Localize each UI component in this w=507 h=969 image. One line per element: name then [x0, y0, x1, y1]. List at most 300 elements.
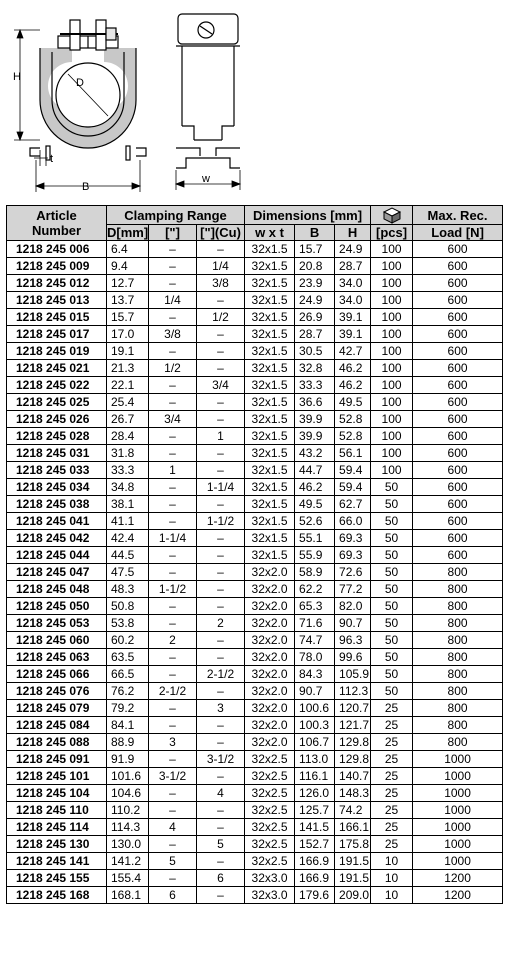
pcs-cell: 50 — [371, 649, 413, 666]
b-cell: 44.7 — [295, 462, 335, 479]
d-mm-cell: 114.3 — [107, 819, 149, 836]
wxt-cell: 32x3.0 — [245, 870, 295, 887]
inch-cu-cell: 3/4 — [197, 377, 245, 394]
h-cell: 46.2 — [335, 360, 371, 377]
load-cell: 600 — [413, 496, 503, 513]
pcs-cell: 50 — [371, 513, 413, 530]
d-mm-cell: 110.2 — [107, 802, 149, 819]
inch-cu-cell: – — [197, 547, 245, 564]
article-header-line2: Number — [31, 223, 82, 238]
h-cell: 49.5 — [335, 394, 371, 411]
table-row — [7, 683, 503, 700]
wxt-cell: 32x1.5 — [245, 530, 295, 547]
wxt-cell: 32x1.5 — [245, 258, 295, 275]
d-mm-cell: 48.3 — [107, 581, 149, 598]
load-cell: 1000 — [413, 751, 503, 768]
h-cell: 120.7 — [335, 700, 371, 717]
inch-cell: – — [149, 564, 197, 581]
pcs-cell: 25 — [371, 700, 413, 717]
wxt-cell: 32x3.0 — [245, 887, 295, 904]
article-cell: 1218 245 104 — [7, 785, 107, 802]
h-cell: 209.0 — [335, 887, 371, 904]
inch-cell: – — [149, 377, 197, 394]
table-row — [7, 479, 503, 496]
inch-cu-cell: – — [197, 530, 245, 547]
b-cell: 15.7 — [295, 241, 335, 258]
d-mm-cell: 44.5 — [107, 547, 149, 564]
h-header: H — [335, 225, 371, 241]
b-cell: 179.6 — [295, 887, 335, 904]
wxt-cell: 32x1.5 — [245, 513, 295, 530]
wxt-cell: 32x1.5 — [245, 428, 295, 445]
load-cell: 1000 — [413, 819, 503, 836]
article-cell: 1218 245 076 — [7, 683, 107, 700]
inch-cu-cell: – — [197, 598, 245, 615]
d-mm-cell: 13.7 — [107, 292, 149, 309]
wxt-cell: 32x1.5 — [245, 292, 295, 309]
wxt-cell: 32x2.0 — [245, 649, 295, 666]
wxt-cell: 32x1.5 — [245, 377, 295, 394]
wxt-cell: 32x2.0 — [245, 564, 295, 581]
wxt-cell: 32x2.0 — [245, 666, 295, 683]
wxt-cell: 32x1.5 — [245, 275, 295, 292]
pcs-cell: 100 — [371, 462, 413, 479]
inch-cu-cell: 2 — [197, 615, 245, 632]
d-mm-cell: 66.5 — [107, 666, 149, 683]
article-cell: 1218 245 017 — [7, 326, 107, 343]
inch-cell: 4 — [149, 819, 197, 836]
table-row — [7, 275, 503, 292]
article-cell: 1218 245 028 — [7, 428, 107, 445]
b-cell: 62.2 — [295, 581, 335, 598]
table-row — [7, 717, 503, 734]
d-mm-cell: 22.1 — [107, 377, 149, 394]
pcs-cell: 25 — [371, 819, 413, 836]
d-mm-cell: 17.0 — [107, 326, 149, 343]
load-cell: 800 — [413, 717, 503, 734]
inch-cu-cell: – — [197, 462, 245, 479]
b-cell: 78.0 — [295, 649, 335, 666]
wxt-cell: 32x2.5 — [245, 853, 295, 870]
table-row — [7, 887, 503, 904]
b-header: B — [295, 225, 335, 241]
table-row — [7, 598, 503, 615]
table-row — [7, 819, 503, 836]
wxt-cell: 32x2.5 — [245, 819, 295, 836]
wxt-cell: 32x1.5 — [245, 462, 295, 479]
wxt-cell: 32x2.0 — [245, 581, 295, 598]
table-row — [7, 496, 503, 513]
pipe-clamp-drawing — [0, 0, 507, 200]
h-cell: 28.7 — [335, 258, 371, 275]
h-cell: 46.2 — [335, 377, 371, 394]
table-row — [7, 666, 503, 683]
pcs-cell: 50 — [371, 496, 413, 513]
article-cell: 1218 245 009 — [7, 258, 107, 275]
wxt-cell: 32x1.5 — [245, 326, 295, 343]
pcs-cell: 50 — [371, 547, 413, 564]
h-cell: 34.0 — [335, 292, 371, 309]
inch-cell: 3/8 — [149, 326, 197, 343]
b-cell: 24.9 — [295, 292, 335, 309]
article-cell: 1218 245 114 — [7, 819, 107, 836]
b-cell: 65.3 — [295, 598, 335, 615]
b-cell: 106.7 — [295, 734, 335, 751]
inch-cell: – — [149, 717, 197, 734]
inch-cu-cell: – — [197, 394, 245, 411]
h-cell: 191.5 — [335, 870, 371, 887]
inch-cell: 2-1/2 — [149, 683, 197, 700]
article-cell: 1218 245 060 — [7, 632, 107, 649]
inch-cell: – — [149, 241, 197, 258]
pcs-cell: 100 — [371, 292, 413, 309]
h-cell: 42.7 — [335, 343, 371, 360]
pcs-cell: 50 — [371, 581, 413, 598]
load-cell: 600 — [413, 428, 503, 445]
h-cell: 39.1 — [335, 309, 371, 326]
inch-cu-cell: 3/8 — [197, 275, 245, 292]
article-cell: 1218 245 034 — [7, 479, 107, 496]
wxt-cell: 32x1.5 — [245, 411, 295, 428]
d-mm-cell: 9.4 — [107, 258, 149, 275]
inch-cu-cell: – — [197, 326, 245, 343]
wxt-cell: 32x1.5 — [245, 547, 295, 564]
pcs-cell: 10 — [371, 887, 413, 904]
table-row — [7, 649, 503, 666]
article-cell: 1218 245 022 — [7, 377, 107, 394]
wxt-cell: 32x2.0 — [245, 734, 295, 751]
load-cell: 800 — [413, 649, 503, 666]
pcs-cell: 50 — [371, 632, 413, 649]
inch-cell: – — [149, 870, 197, 887]
load-cell: 600 — [413, 258, 503, 275]
d-mm-cell: 88.9 — [107, 734, 149, 751]
h-cell: 62.7 — [335, 496, 371, 513]
load-cell: 600 — [413, 292, 503, 309]
pcs-cell: 50 — [371, 564, 413, 581]
h-dimension — [14, 30, 40, 140]
article-cell: 1218 245 013 — [7, 292, 107, 309]
inch-cu-cell: – — [197, 632, 245, 649]
article-cell: 1218 245 026 — [7, 411, 107, 428]
table-row — [7, 377, 503, 394]
max-rec-header: Max. Rec. — [413, 206, 503, 225]
wxt-cell: 32x1.5 — [245, 479, 295, 496]
h-cell: 34.0 — [335, 275, 371, 292]
inch-cell: – — [149, 836, 197, 853]
h-cell: 96.3 — [335, 632, 371, 649]
article-cell: 1218 245 050 — [7, 598, 107, 615]
pcs-cell: 100 — [371, 428, 413, 445]
h-cell: 175.8 — [335, 836, 371, 853]
b-cell: 39.9 — [295, 428, 335, 445]
inch-cell: – — [149, 751, 197, 768]
d-mm-cell: 63.5 — [107, 649, 149, 666]
inch-cu-header: ["](Cu) — [197, 225, 245, 241]
pcs-cell: 100 — [371, 377, 413, 394]
b-cell: 43.2 — [295, 445, 335, 462]
table-row — [7, 802, 503, 819]
b-cell: 100.6 — [295, 700, 335, 717]
wxt-cell: 32x2.5 — [245, 751, 295, 768]
load-cell: 800 — [413, 700, 503, 717]
pcs-cell: 100 — [371, 275, 413, 292]
b-cell: 113.0 — [295, 751, 335, 768]
inch-cu-cell: 1 — [197, 428, 245, 445]
b-cell: 166.9 — [295, 853, 335, 870]
article-cell: 1218 245 084 — [7, 717, 107, 734]
inch-cell: – — [149, 547, 197, 564]
load-cell: 800 — [413, 598, 503, 615]
inch-cu-cell: – — [197, 683, 245, 700]
b-cell: 126.0 — [295, 785, 335, 802]
inch-cu-cell: 4 — [197, 785, 245, 802]
d-mm-cell: 31.8 — [107, 445, 149, 462]
d-mm-cell: 60.2 — [107, 632, 149, 649]
d-mm-cell: 50.8 — [107, 598, 149, 615]
load-cell: 600 — [413, 513, 503, 530]
article-cell: 1218 245 025 — [7, 394, 107, 411]
inch-cell: – — [149, 615, 197, 632]
table-row — [7, 513, 503, 530]
pcs-cell: 100 — [371, 343, 413, 360]
wxt-cell: 32x1.5 — [245, 241, 295, 258]
d-mm-cell: 25.4 — [107, 394, 149, 411]
load-cell: 1000 — [413, 768, 503, 785]
inch-cell: – — [149, 700, 197, 717]
pcs-cell: 100 — [371, 309, 413, 326]
inch-cu-cell: – — [197, 734, 245, 751]
inch-cu-cell: – — [197, 292, 245, 309]
h-cell: 74.2 — [335, 802, 371, 819]
load-header: Load [N] — [413, 225, 503, 241]
article-cell: 1218 245 019 — [7, 343, 107, 360]
inch-cell: – — [149, 309, 197, 326]
inch-cu-cell: – — [197, 887, 245, 904]
pcs-cell: 50 — [371, 683, 413, 700]
d-mm-cell: 141.2 — [107, 853, 149, 870]
article-cell: 1218 245 063 — [7, 649, 107, 666]
inch-cu-cell: – — [197, 343, 245, 360]
h-cell: 90.7 — [335, 615, 371, 632]
table-row — [7, 411, 503, 428]
article-cell: 1218 245 041 — [7, 513, 107, 530]
pcs-cell: 50 — [371, 666, 413, 683]
h-cell: 77.2 — [335, 581, 371, 598]
article-cell: 1218 245 048 — [7, 581, 107, 598]
d-mm-cell: 6.4 — [107, 241, 149, 258]
article-cell: 1218 245 110 — [7, 802, 107, 819]
b-cell: 55.9 — [295, 547, 335, 564]
load-cell: 600 — [413, 241, 503, 258]
wxt-cell: 32x2.0 — [245, 598, 295, 615]
b-cell: 152.7 — [295, 836, 335, 853]
b-cell: 58.9 — [295, 564, 335, 581]
inch-cu-cell: – — [197, 853, 245, 870]
d-mm-cell: 21.3 — [107, 360, 149, 377]
article-cell: 1218 245 168 — [7, 887, 107, 904]
pcs-icon-header — [371, 206, 413, 225]
pcs-cell: 25 — [371, 802, 413, 819]
article-cell: 1218 245 012 — [7, 275, 107, 292]
inch-cell: 6 — [149, 887, 197, 904]
inch-cell: 3-1/2 — [149, 768, 197, 785]
d-label: D — [76, 77, 84, 89]
inch-cell: – — [149, 598, 197, 615]
inch-cell: – — [149, 802, 197, 819]
load-cell: 1000 — [413, 836, 503, 853]
b-cell: 26.9 — [295, 309, 335, 326]
load-cell: 800 — [413, 581, 503, 598]
wxt-cell: 32x1.5 — [245, 445, 295, 462]
load-cell: 600 — [413, 462, 503, 479]
article-cell: 1218 245 066 — [7, 666, 107, 683]
h-cell: 166.1 — [335, 819, 371, 836]
h-cell: 52.8 — [335, 428, 371, 445]
pcs-cell: 25 — [371, 785, 413, 802]
table-row — [7, 428, 503, 445]
pcs-cell: 10 — [371, 870, 413, 887]
table-row — [7, 360, 503, 377]
load-cell: 600 — [413, 275, 503, 292]
h-cell: 140.7 — [335, 768, 371, 785]
table-body — [7, 241, 503, 904]
b-cell: 23.9 — [295, 275, 335, 292]
table-row — [7, 462, 503, 479]
b-cell: 90.7 — [295, 683, 335, 700]
load-cell: 600 — [413, 377, 503, 394]
load-cell: 600 — [413, 309, 503, 326]
inch-cell: 3/4 — [149, 411, 197, 428]
b-cell: 39.9 — [295, 411, 335, 428]
b-cell: 28.7 — [295, 326, 335, 343]
load-cell: 600 — [413, 530, 503, 547]
b-cell: 74.7 — [295, 632, 335, 649]
d-mm-cell: 47.5 — [107, 564, 149, 581]
article-cell: 1218 245 155 — [7, 870, 107, 887]
d-mm-cell: 104.6 — [107, 785, 149, 802]
article-cell: 1218 245 042 — [7, 530, 107, 547]
inch-cu-cell: 6 — [197, 870, 245, 887]
article-cell: 1218 245 047 — [7, 564, 107, 581]
inch-cu-cell: – — [197, 241, 245, 258]
load-cell: 1000 — [413, 853, 503, 870]
table-row — [7, 292, 503, 309]
table-row — [7, 734, 503, 751]
d-mm-cell: 42.4 — [107, 530, 149, 547]
d-mm-cell: 53.8 — [107, 615, 149, 632]
h-cell: 191.5 — [335, 853, 371, 870]
b-cell: 166.9 — [295, 870, 335, 887]
h-cell: 24.9 — [335, 241, 371, 258]
inch-cu-cell: – — [197, 564, 245, 581]
header-row-1 — [7, 206, 503, 225]
inch-cell: 2 — [149, 632, 197, 649]
d-mm-cell: 79.2 — [107, 700, 149, 717]
pcs-cell: 100 — [371, 445, 413, 462]
table-row — [7, 394, 503, 411]
inch-cu-cell: 3-1/2 — [197, 751, 245, 768]
inch-cell: – — [149, 496, 197, 513]
table-row — [7, 445, 503, 462]
table-row — [7, 751, 503, 768]
table-row — [7, 343, 503, 360]
inch-cu-cell: – — [197, 649, 245, 666]
load-cell: 800 — [413, 615, 503, 632]
table-row — [7, 581, 503, 598]
pcs-cell: 25 — [371, 768, 413, 785]
d-mm-cell: 33.3 — [107, 462, 149, 479]
h-cell: 69.3 — [335, 530, 371, 547]
inch-cell: – — [149, 258, 197, 275]
article-cell: 1218 245 088 — [7, 734, 107, 751]
pcs-cell: 100 — [371, 326, 413, 343]
b-cell: 71.6 — [295, 615, 335, 632]
h-cell: 112.3 — [335, 683, 371, 700]
wxt-cell: 32x2.0 — [245, 683, 295, 700]
table-row — [7, 241, 503, 258]
load-cell: 600 — [413, 445, 503, 462]
pcs-cell: 25 — [371, 751, 413, 768]
article-cell: 1218 245 101 — [7, 768, 107, 785]
b-cell: 125.7 — [295, 802, 335, 819]
table-row — [7, 836, 503, 853]
b-cell: 46.2 — [295, 479, 335, 496]
h-cell: 72.6 — [335, 564, 371, 581]
wxt-cell: 32x1.5 — [245, 343, 295, 360]
load-cell: 600 — [413, 547, 503, 564]
h-cell: 56.1 — [335, 445, 371, 462]
inch-cell: – — [149, 275, 197, 292]
inch-cu-cell: 5 — [197, 836, 245, 853]
pcs-cell: 25 — [371, 717, 413, 734]
d-mm-cell: 91.9 — [107, 751, 149, 768]
package-icon — [379, 206, 405, 224]
inch-cu-cell: 1/2 — [197, 309, 245, 326]
table-row — [7, 700, 503, 717]
inch-cu-cell: – — [197, 802, 245, 819]
b-cell: 49.5 — [295, 496, 335, 513]
inch-cell: – — [149, 394, 197, 411]
clamping-range-header: Clamping Range — [107, 206, 245, 225]
inch-cu-cell: 1/4 — [197, 258, 245, 275]
load-cell: 600 — [413, 394, 503, 411]
inch-cell: 1/4 — [149, 292, 197, 309]
dimensions-header: Dimensions [mm] — [245, 206, 371, 225]
article-cell: 1218 245 091 — [7, 751, 107, 768]
inch-cu-cell: – — [197, 768, 245, 785]
inch-cu-cell: – — [197, 717, 245, 734]
side-view — [176, 14, 240, 168]
pcs-cell: 100 — [371, 360, 413, 377]
inch-cell: – — [149, 479, 197, 496]
pcs-cell: 100 — [371, 241, 413, 258]
article-cell: 1218 245 031 — [7, 445, 107, 462]
table-row — [7, 564, 503, 581]
inch-cell: – — [149, 785, 197, 802]
h-cell: 59.4 — [335, 479, 371, 496]
b-cell: 84.3 — [295, 666, 335, 683]
inch-cu-cell: 3 — [197, 700, 245, 717]
inch-cell: – — [149, 445, 197, 462]
article-cell: 1218 245 038 — [7, 496, 107, 513]
table-row — [7, 853, 503, 870]
load-cell: 800 — [413, 683, 503, 700]
t-label: t — [50, 153, 54, 165]
article-cell: 1218 245 053 — [7, 615, 107, 632]
d-mm-cell: 84.1 — [107, 717, 149, 734]
h-cell: 52.8 — [335, 411, 371, 428]
